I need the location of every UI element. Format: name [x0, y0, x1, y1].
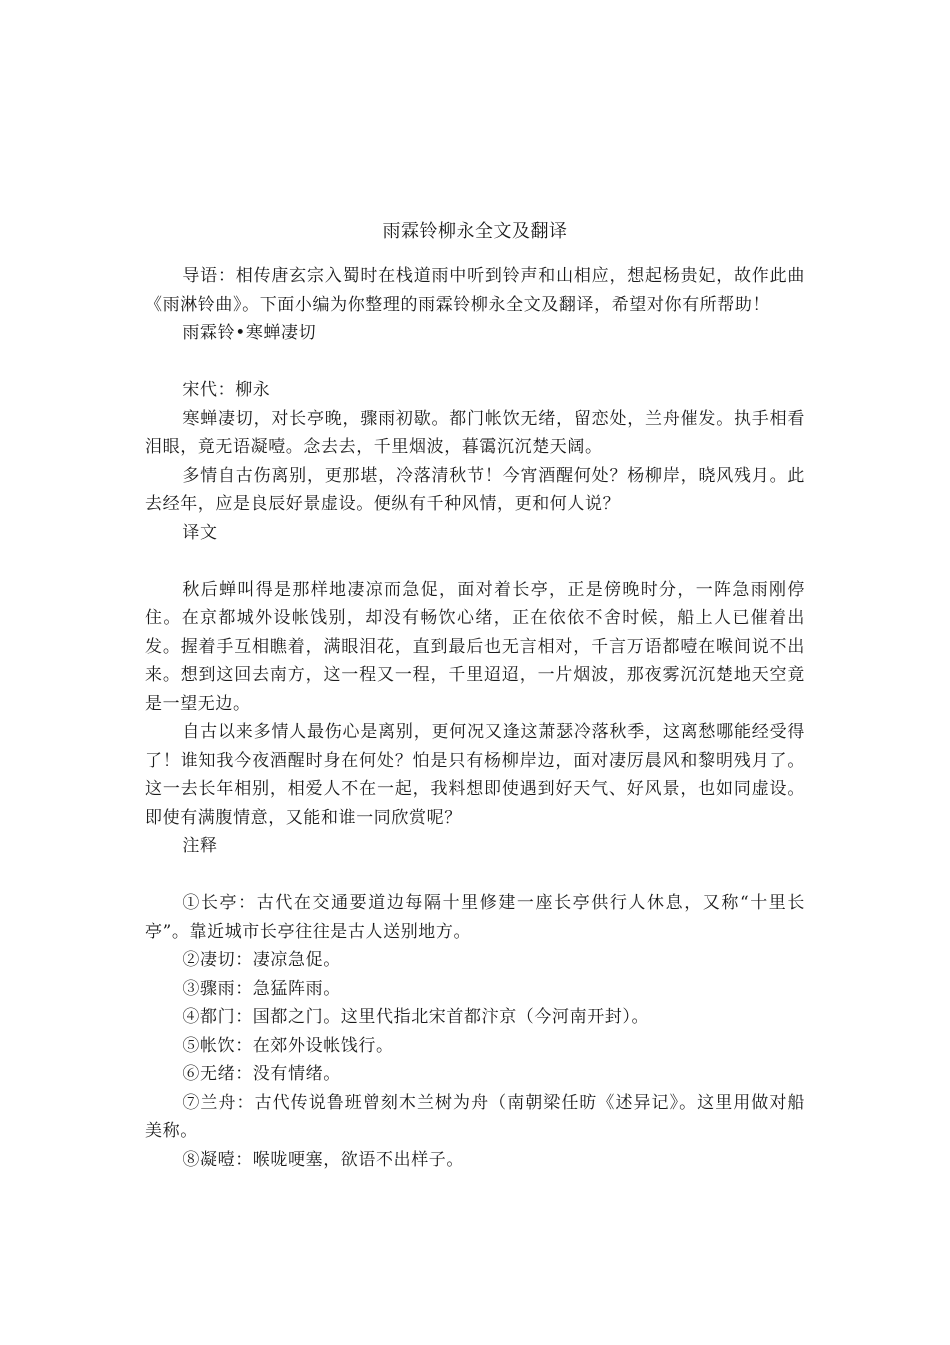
poem-stanza-1: 寒蝉凄切，对长亭晚，骤雨初歇。都门帐饮无绪，留恋处，兰舟催发。执手相看泪眼，竟无语凝噎。念去去，千里烟波，暮霭沉沉楚天阔。 — [145, 408, 805, 457]
note-item: ②凄切：凄凉急促。 — [182, 950, 341, 970]
spacer — [145, 861, 805, 890]
note-item: ⑦兰舟：古代传说鲁班曾刻木兰树为舟（南朝梁任昉《述异记》。这里用做对船美称。 — [145, 1092, 805, 1141]
document-page — [145, 218, 805, 1174]
spacer — [145, 348, 805, 377]
note-item: ③骤雨：急猛阵雨。 — [182, 978, 341, 999]
note-item: ⑤帐饮：在郊外设帐饯行。 — [182, 1035, 394, 1056]
notes-heading: 注释 — [182, 836, 218, 856]
note-item: ④都门：国都之门。这里代指北宋首都汴京（今河南开封）。 — [182, 1007, 650, 1027]
poem-stanza-2: 多情自古伤离别，更那堪，冷落清秋节！今宵酒醒何处？杨柳岸，晓风残月。此去经年，应是良辰好景虚设。便纵有千种风情，更和何人说？ — [145, 465, 805, 514]
translation-paragraph-1: 秋后蝉叫得是那样地凄凉而急促，面对着长亭，正是傍晚时分，一阵急雨刚停住。在京都城外设帐饯别，却没有畅饮心绪，正在依依不舍时候，船上人已催着出发。握着手互相瞧着，满眼泪花，直到最后也无言相对，千言万语都噎在喉间说不出来。想到这回去南方，这一程又一程，千里迢迢，一片烟波，那夜雾沉沉楚地天空竟是一望无边。 — [145, 579, 805, 714]
intro-paragraph: 导语：相传唐玄宗入蜀时在栈道雨中听到铃声和山相应，想起杨贵妃，故作此曲《雨淋铃曲》。下面小编为你整理的雨霖铃柳永全文及翻译，希望对你有所帮助！ — [145, 266, 805, 315]
poem-title: 雨霖铃•寒蝉凄切 — [182, 323, 317, 343]
dynasty-author: 宋代：柳永 — [182, 380, 271, 400]
document-title: 雨霖铃柳永全文及翻译 — [382, 221, 568, 242]
spacer — [145, 547, 805, 576]
translation-heading: 译文 — [182, 522, 218, 543]
translation-paragraph-2: 自古以来多情人最伤心是离别，更何况又逢这萧瑟冷落秋季，这离愁哪能经受得了！谁知我今夜酒醒时身在何处？怕是只有杨柳岸边，面对凄厉晨风和黎明残月了。这一去长年相别，相爱人不在一起，我料想即使遇到好天气、好风景，也如同虚设。即使有满腹情意，又能和谁一同欣赏呢？ — [145, 722, 805, 828]
note-item: ⑥无绪：没有情绪。 — [182, 1064, 341, 1084]
note-item: ⑧凝噎：喉咙哽塞，欲语不出样子。 — [182, 1149, 464, 1170]
note-item: ①长亭：古代在交通要道边每隔十里修建一座长亭供行人休息，又称“十里长亭”。靠近城市长亭往往是古人送别地方。 — [145, 893, 805, 942]
